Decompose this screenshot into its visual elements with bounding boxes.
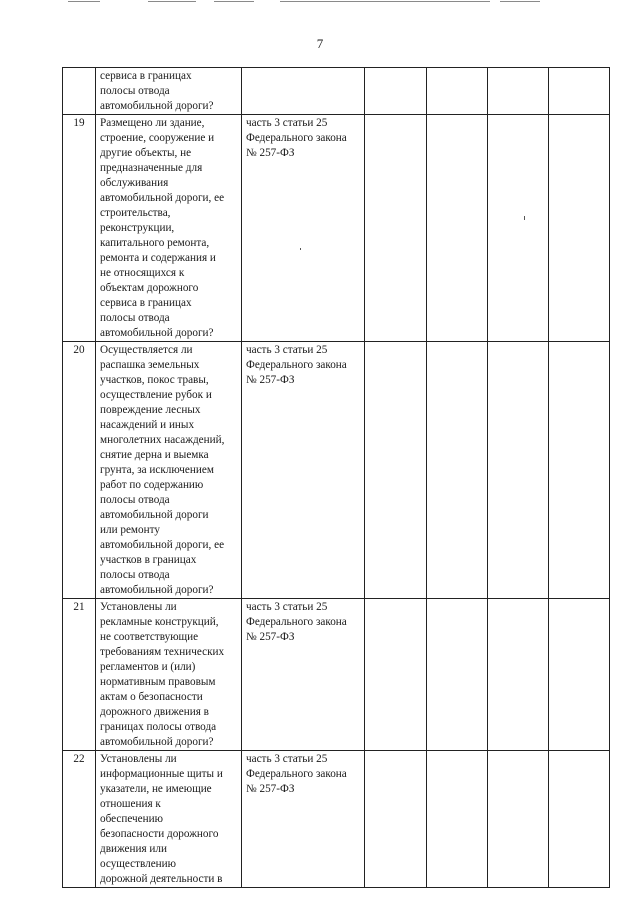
- answer-cell: [549, 115, 610, 342]
- question-line: автомобильной дороги?: [100, 100, 214, 112]
- reference-cell: [242, 115, 365, 342]
- question-line: другие объекты, не: [100, 147, 192, 159]
- answer-cell: [549, 342, 610, 599]
- answer-cell: [365, 68, 427, 115]
- question-line: или ремонту: [100, 524, 160, 536]
- answer-cell: [365, 751, 427, 888]
- question-line: Установлены ли: [100, 601, 177, 613]
- question-line: реконструкции,: [100, 222, 175, 234]
- reference-line: Федерального закона: [246, 768, 347, 780]
- question-line: актам о безопасности: [100, 691, 203, 703]
- question-line: осуществлению: [100, 858, 177, 870]
- question-line: участков в границах: [100, 554, 197, 566]
- scan-mark: [214, 1, 254, 2]
- reference-line: часть 3 статьи 25: [246, 753, 328, 765]
- answer-cell: [427, 751, 488, 888]
- table-row: [63, 115, 610, 342]
- question-line: участков, покос травы,: [100, 374, 209, 386]
- question-line: сервиса в границах: [100, 70, 192, 82]
- answer-cell: [549, 599, 610, 751]
- question-line: дорожного движения в: [100, 706, 209, 718]
- question-line: полосы отвода: [100, 312, 170, 324]
- question-cell: [96, 115, 242, 342]
- question-line: Размещено ли здание,: [100, 117, 205, 129]
- reference-line: № 257-ФЗ: [246, 631, 295, 643]
- question-line: не соответствующие: [100, 631, 199, 643]
- question-line: требованиям технических: [100, 646, 225, 658]
- question-line: нормативным правовым: [100, 676, 216, 688]
- table-row-continuation: [63, 68, 610, 115]
- question-line: регламентов и (или): [100, 661, 196, 673]
- row-number: 22: [63, 751, 96, 888]
- question-line: безопасности дорожного: [100, 828, 219, 840]
- question-line: ремонта и содержания и: [100, 252, 216, 264]
- answer-cell: [488, 751, 549, 888]
- table-row: [63, 599, 610, 751]
- reference-line: часть 3 статьи 25: [246, 601, 328, 613]
- question-line: автомобильной дороги: [100, 509, 209, 521]
- answer-cell: [549, 751, 610, 888]
- answer-cell: [427, 342, 488, 599]
- answer-cell: [549, 68, 610, 115]
- question-line: объектам дорожного: [100, 282, 199, 294]
- scan-mark: [500, 1, 540, 2]
- question-cell: [96, 751, 242, 888]
- page-number: 7: [316, 36, 324, 51]
- question-line: распашка земельных: [100, 359, 200, 371]
- scan-edge-marks: [0, 0, 640, 6]
- scan-mark: [148, 1, 196, 2]
- row-number: 20: [63, 342, 96, 599]
- question-line: движения или: [100, 843, 167, 855]
- question-line: рекламные конструкций,: [100, 616, 219, 628]
- reference-line: № 257-ФЗ: [246, 783, 295, 795]
- scan-mark: [280, 1, 490, 2]
- reference-line: часть 3 статьи 25: [246, 344, 328, 356]
- answer-cell: [365, 599, 427, 751]
- answer-cell: [427, 599, 488, 751]
- answer-cell: [488, 342, 549, 599]
- question-cell: [96, 599, 242, 751]
- reference-line: Федерального закона: [246, 132, 347, 144]
- reference-cell: [242, 68, 365, 115]
- question-line: автомобильной дороги, ее: [100, 539, 225, 551]
- question-line: предназначенные для: [100, 162, 203, 174]
- question-line: осуществление рубок и: [100, 389, 212, 401]
- question-line: обеспечению: [100, 813, 163, 825]
- question-line: строение, сооружение и: [100, 132, 215, 144]
- scan-speck: [300, 248, 301, 250]
- answer-cell: [488, 599, 549, 751]
- question-line: информационные щиты и: [100, 768, 223, 780]
- answer-cell: [488, 68, 549, 115]
- question-line: отношения к: [100, 798, 161, 810]
- reference-line: Федерального закона: [246, 359, 347, 371]
- question-line: полосы отвода: [100, 494, 170, 506]
- reference-line: № 257-ФЗ: [246, 147, 295, 159]
- question-cell: [96, 68, 242, 115]
- question-line: Осуществляется ли: [100, 344, 193, 356]
- question-cell: [96, 342, 242, 599]
- answer-cell: [365, 342, 427, 599]
- question-line: указатели, не имеющие: [100, 783, 212, 795]
- row-number: 19: [63, 115, 96, 342]
- question-line: снятие дерна и выемка: [100, 449, 209, 461]
- answer-cell: [365, 115, 427, 342]
- answer-cell: [488, 115, 549, 342]
- question-line: не относящихся к: [100, 267, 185, 279]
- question-line: дорожной деятельности в: [100, 873, 223, 885]
- number-cell: [63, 68, 96, 115]
- reference-cell: [242, 599, 365, 751]
- question-line: многолетних насаждений,: [100, 434, 225, 446]
- question-line: автомобильной дороги?: [100, 736, 214, 748]
- answer-cell: [427, 68, 488, 115]
- question-line: Установлены ли: [100, 753, 177, 765]
- question-line: работ по содержанию: [100, 479, 204, 491]
- question-line: капитального ремонта,: [100, 237, 210, 249]
- scan-mark: [68, 1, 100, 2]
- row-number: 21: [63, 599, 96, 751]
- question-line: автомобильной дороги, ее: [100, 192, 225, 204]
- question-line: границах полосы отвода: [100, 721, 217, 733]
- question-line: сервиса в границах: [100, 297, 192, 309]
- checklist-table: [62, 67, 610, 888]
- question-line: автомобильной дороги?: [100, 584, 214, 596]
- question-line: полосы отвода: [100, 569, 170, 581]
- reference-cell: [242, 751, 365, 888]
- reference-line: часть 3 статьи 25: [246, 117, 328, 129]
- scan-speck: [524, 216, 525, 220]
- answer-cell: [427, 115, 488, 342]
- question-line: строительства,: [100, 207, 171, 219]
- question-line: насаждений и иных: [100, 419, 195, 431]
- reference-line: Федерального закона: [246, 616, 347, 628]
- question-line: полосы отвода: [100, 85, 170, 97]
- question-line: автомобильной дороги?: [100, 327, 214, 339]
- question-line: обслуживания: [100, 177, 169, 189]
- reference-line: № 257-ФЗ: [246, 374, 295, 386]
- question-line: повреждение лесных: [100, 404, 201, 416]
- question-line: грунта, за исключением: [100, 464, 214, 476]
- table-row: [63, 342, 610, 599]
- table-row: [63, 751, 610, 888]
- reference-cell: [242, 342, 365, 599]
